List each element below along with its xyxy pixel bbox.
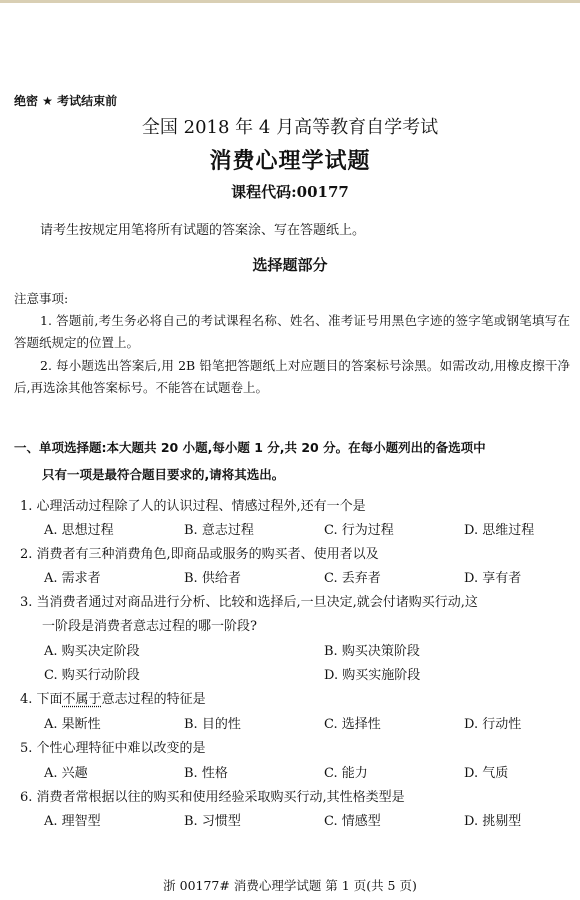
question-6-stem: 6. 消费者常根据以往的购买和使用经验采取购买行动,其性格类型是: [20, 790, 405, 805]
question-1-option-c: C. 行为过程: [324, 523, 394, 538]
section-title: 选择题部分: [252, 256, 328, 274]
question-4-stem-post: 意志过程的特征是: [101, 692, 206, 707]
question-3-option-b: B. 购买决策阶段: [324, 644, 420, 659]
question-4-option-a: A. 果断性: [44, 717, 101, 732]
question-1-stem: 1. 心理活动过程除了人的认识过程、情感过程外,还有一个是: [20, 499, 366, 514]
question-6-option-c: C. 情感型: [324, 814, 381, 829]
exam-title: 全国 2018 年 4 月高等教育自学考试: [141, 117, 439, 138]
part1-heading: 一、单项选择题:本大题共 20 小题,每小题 1 分,共 20 分。在每小题列出的备选项中: [14, 440, 486, 455]
question-3-stem: 3. 当消费者通过对商品进行分析、比较和选择后,一旦决定,就会付诸购买行动,这: [20, 595, 478, 610]
question-5-option-d: D. 气质: [464, 766, 509, 781]
question-1-option-a: A. 思想过程: [44, 523, 114, 538]
question-2-stem: 2. 消费者有三种消费角色,即商品或服务的购买者、使用者以及: [20, 547, 379, 562]
question-1-option-b: B. 意志过程: [184, 523, 254, 538]
question-3-option-a: A. 购买决定阶段: [44, 644, 140, 659]
question-4-stem-pre: 4. 下面: [20, 692, 63, 707]
paper-title: 消费心理学试题: [209, 148, 371, 174]
question-3-option-d: D. 购买实施阶段: [324, 668, 421, 683]
question-4-option-d: D. 行动性: [464, 717, 522, 732]
question-4-option-b: B. 目的性: [184, 717, 241, 732]
notice-item-2: 2. 每小题选出答案后,用 2B 铅笔把答题纸上对应题目的答案标号涂黑。如需改动,用橡皮擦干净后,再选涂其他答案标号。不能答在试题卷上。: [14, 358, 570, 395]
question-5-option-c: C. 能力: [324, 766, 368, 781]
notice-item-1: 1. 答题前,考生务必将自己的考试课程名称、姓名、准考证号用黑色字迹的签字笔或钢笔填写在答题纸规定的位置上。: [14, 313, 570, 350]
question-4-stem-emphasis: 不属于: [62, 692, 102, 707]
question-5-option-b: B. 性格: [184, 766, 228, 781]
instruction-text: 请考生按规定用笔将所有试题的答案涂、写在答题纸上。: [40, 223, 366, 238]
page-footer: 浙 00177# 消费心理学试题 第 1 页(共 5 页): [163, 878, 417, 893]
question-5-stem: 5. 个性心理特征中难以改变的是: [20, 741, 206, 756]
question-6-option-a: A. 理智型: [44, 814, 101, 829]
question-6-option-d: D. 挑剔型: [464, 814, 522, 829]
secret-mark: 绝密 ★ 考试结束前: [14, 94, 118, 108]
question-3-stem-cont: 一阶段是消费者意志过程的哪一阶段?: [42, 619, 257, 634]
question-2-option-b: B. 供给者: [184, 571, 241, 586]
notice-label: 注意事项:: [14, 291, 69, 306]
part1-heading-cont: 只有一项是最符合题目要求的,请将其选出。: [42, 467, 285, 482]
question-3-option-c: C. 购买行动阶段: [44, 668, 140, 683]
course-code: 课程代码:00177: [231, 183, 349, 201]
question-2-option-a: A. 需求者: [44, 571, 101, 586]
question-6-option-b: B. 习惯型: [184, 814, 241, 829]
question-4-stem: [20, 688, 206, 707]
question-1-option-d: D. 思维过程: [464, 523, 535, 538]
question-4-option-c: C. 选择性: [324, 717, 381, 732]
question-2-option-d: D. 享有者: [464, 571, 522, 586]
question-5-option-a: A. 兴趣: [44, 766, 88, 781]
question-2-option-c: C. 丢弃者: [324, 571, 381, 586]
